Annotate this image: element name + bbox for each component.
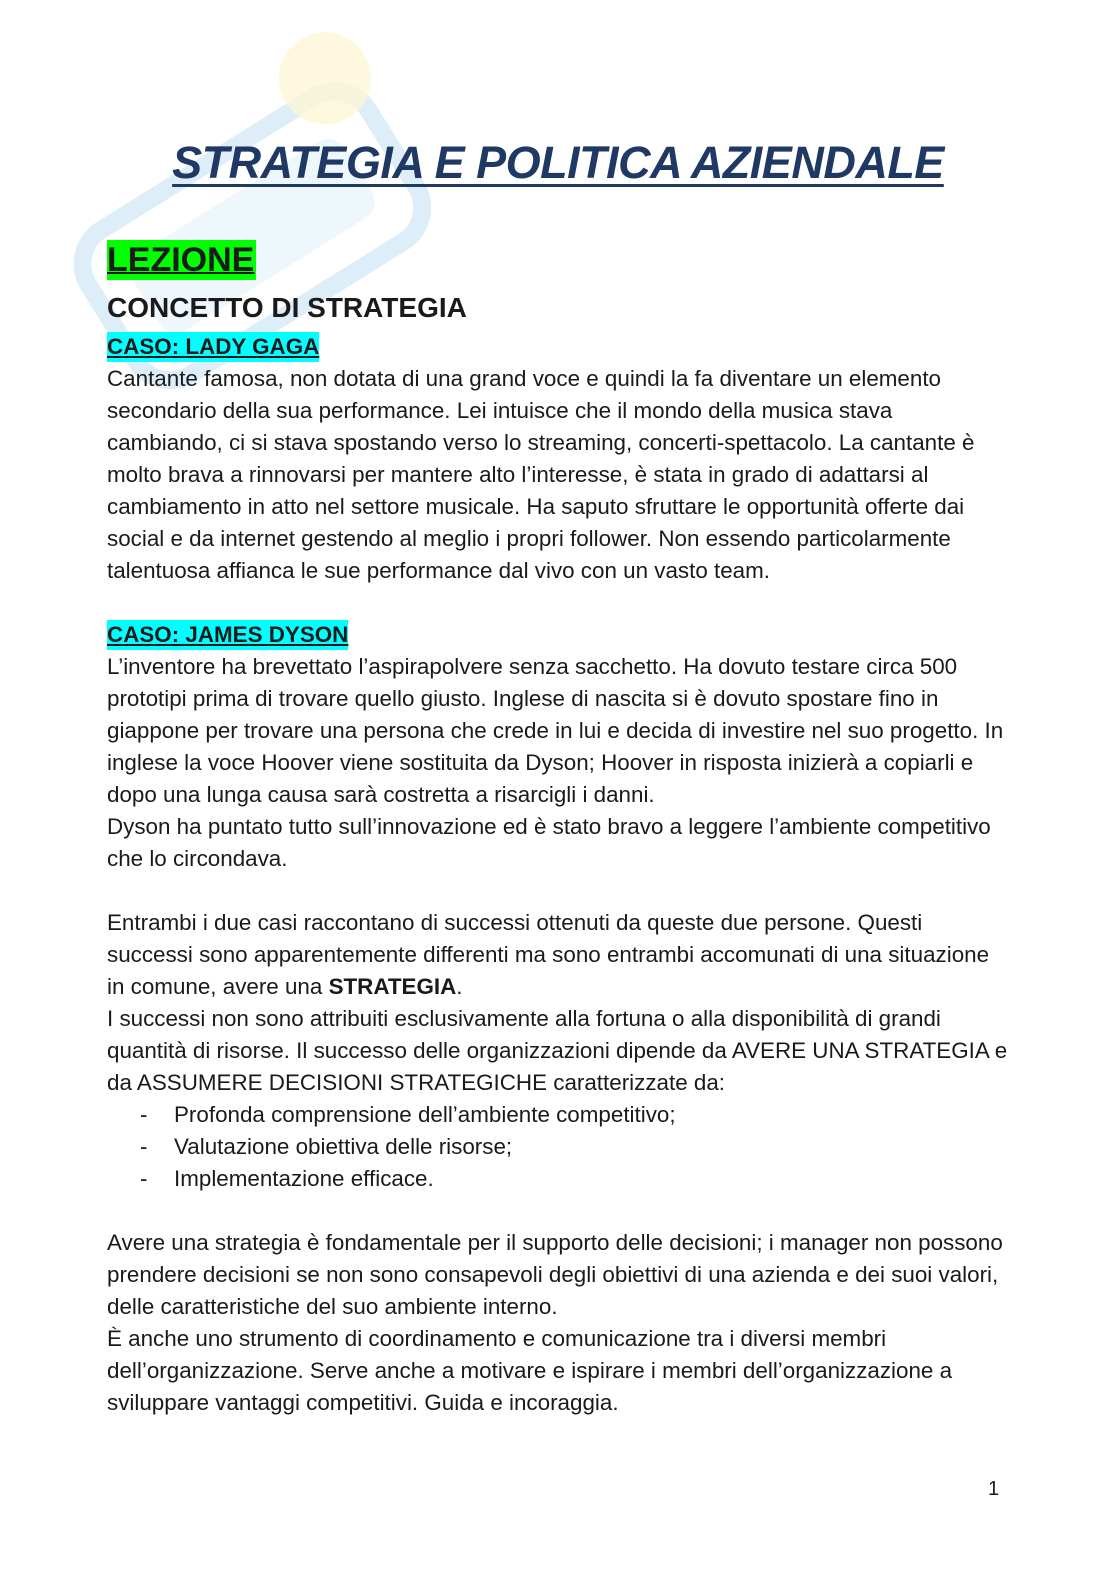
case-text-lady-gaga: Cantante famosa, non dotata di una grand voce e quindi la fa diventare un elemento secondario della sua performance. Lei intuisce che il mondo della musica stava cambiando, ci si stava spostando verso lo streaming, concerti-spettacolo. La cantante è molto brava a rinnovarsi per mantere alto l’interesse, è stata in grado di adattarsi al cambiamento in atto nel settore musicale. Ha saputo sfruttare le opportunità offerte dai social e da internet gestendo al meglio i propri follower. Non essendo particolarmente talentuosa affianca le sue performance dal vivo con un vasto team. [107, 366, 975, 583]
case-label-james-dyson: CASO: JAMES DYSON [107, 620, 348, 650]
section-label: LEZIONE [107, 241, 255, 279]
document-title: STRATEGIA E POLITICA AZIENDALE [172, 137, 944, 188]
list-item: - Profonda comprensione dell’ambiente competitivo; [140, 1102, 676, 1127]
summary-paragraph: Entrambi i due casi raccontano di successi ottenuti da queste due persone. Questi successi sono apparentemente differenti ma sono entrambi accomunati di una situazione in comune, avere una STRATEGIA. [107, 910, 990, 999]
strategy-keyword: STRATEGIA [328, 974, 457, 999]
document-body [107, 240, 1012, 1419]
closing-paragraph-2: È anche uno strumento di coordinamento e comunicazione tra i diversi membri dell’organizzazione. Serve anche a motivare e ispirare i membri dell’organizzazione a sviluppare vantaggi competitivi. Guida e incoraggia. [107, 1326, 953, 1415]
requirements-list [107, 1099, 1012, 1195]
page-number: 1 [988, 1478, 1000, 1500]
subheading: CONCETTO DI STRATEGIA [107, 292, 467, 323]
case-text-james-dyson: L’inventore ha brevettato l’aspirapolvere senza sacchetto. Ha dovuto testare circa 500 prototipi prima di trovare quello giusto. Inglese di nascita si è dovuto spostare fino in giappone per trovare una persona che crede in lui e decida di investire nel suo progetto. In inglese la voce Hoover viene sostituita da Dyson; Hoover in risposta inizierà a copiarli e dopo una lunga causa sarà costretta a risarcigli i danni. [107, 654, 1004, 807]
case-text-james-dyson-2: Dyson ha puntato tutto sull’innovazione ed è stato bravo a leggere l’ambiente competitivo che lo circondava. [107, 814, 991, 871]
list-item: - Valutazione obiettiva delle risorse; [140, 1134, 513, 1159]
list-item: - Implementazione efficace. [140, 1166, 434, 1191]
closing-paragraph-1: Avere una strategia è fondamentale per il supporto delle decisioni; i manager non possono prendere decisioni se non sono consapevoli degli obiettivi di una azienda e dei suoi valori, delle caratteristiche del suo ambiente interno. [107, 1230, 1003, 1319]
case-label-lady-gaga: CASO: LADY GAGA [107, 332, 319, 362]
summary-paragraph-2: I successi non sono attribuiti esclusivamente alla fortuna o alla disponibilità di grandi quantità di risorse. Il successo delle organizzazioni dipende da AVERE UNA STRATEGIA e da ASSUMERE DECISIONI STRATEGICHE caratterizzate da: [107, 1006, 1008, 1095]
